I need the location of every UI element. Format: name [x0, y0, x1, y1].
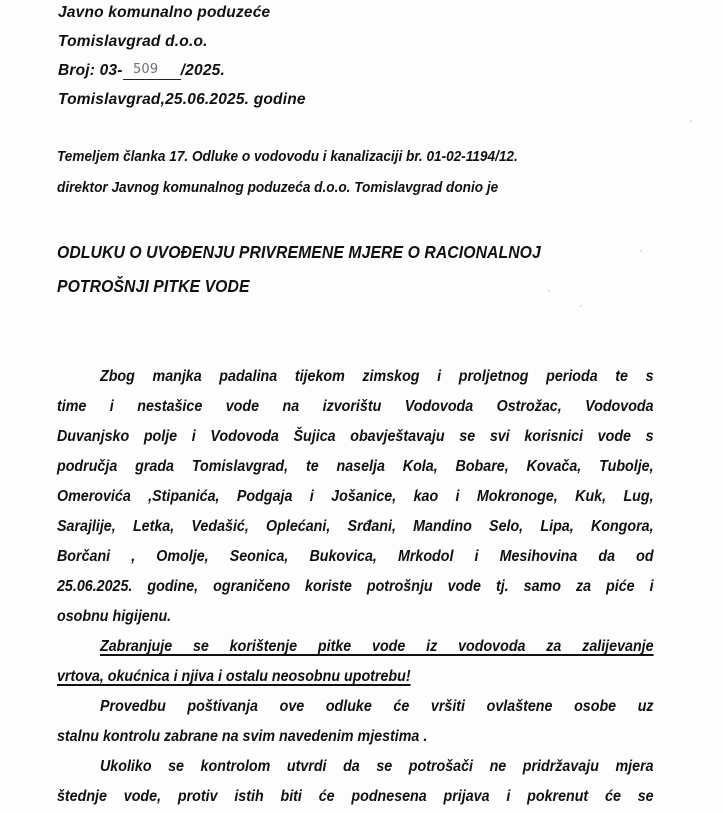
scan-speck — [640, 250, 642, 252]
preamble-line1: Temeljem članka 17. Odluke o vodovodu i kanalizaciji br. 01-02-1194/12. — [57, 149, 518, 165]
place-and-date: Tomislavgrad,25.06.2025. godine — [58, 91, 306, 108]
paragraph1-line: Zbog manjka padalina tijekom zimskog i proljetnog perioda te s — [100, 368, 654, 385]
reference-number — [58, 62, 225, 80]
scan-speck — [690, 120, 692, 122]
paragraph1-line: 25.06.2025. godine, ograničeno koriste potrošnju vode tj. samo za piće i — [57, 578, 654, 595]
paragraph1-line: područja grada Tomislavgrad, te naselja Kola, Bobare, Kovača, Tubolje, — [57, 458, 654, 475]
company-name-line1: Javno komunalno poduzeće — [58, 4, 271, 21]
reference-prefix: Broj: 03- — [58, 62, 123, 79]
company-name-line2: Tomislavgrad d.o.o. — [58, 33, 208, 50]
reference-suffix: /2025. — [180, 62, 225, 79]
reference-number-field — [123, 62, 181, 80]
prohibition-line1: Zabranjuje se korištenje pitke vode iz vodovoda za zalijevanje — [100, 638, 654, 655]
decision-title-line2: POTROŠNJI PITKE VODE — [57, 276, 250, 296]
paragraph1-line: Borčani , Omolje, Seonica, Bukovica, Mrkodol i Mesihovina da od — [57, 548, 654, 565]
scan-speck — [548, 290, 550, 292]
paragraph3-line: stalnu kontrolu zabrane na svim navedenim mjestima . — [57, 728, 428, 745]
paragraph1-line: Omerovića ,Stipanića, Podgaja i Jošanice, kao i Mokronoge, Kuk, Lug, — [57, 488, 654, 505]
handwritten-reference-number: 509 — [132, 62, 159, 77]
paragraph1-line: time i nestašice vode na izvorištu Vodovoda Ostrožac, Vodovoda — [57, 398, 654, 415]
paragraph4-line: štednje vode, protiv istih biti će podnesena prijava i pokrenut će se — [57, 788, 654, 805]
paragraph1-line: Sarajlije, Letka, Vedašić, Oplećani, Srđani, Mandino Selo, Lipa, Kongora, — [57, 518, 654, 535]
paragraph3-line: Provedbu poštivanja ove odluke će vršiti ovlaštene osobe uz — [100, 698, 654, 715]
scan-speck — [580, 305, 582, 307]
paragraph1-line: Duvanjsko polje i Vodovoda Šujica obavještavaju se svi korisnici vode s — [57, 428, 654, 445]
paragraph1-line: osobnu higijenu. — [57, 608, 172, 625]
preamble-line2: direktor Javnog komunalnog poduzeća d.o.o. Tomislavgrad donio je — [57, 180, 499, 196]
paragraph4-line: Ukoliko se kontrolom utvrdi da se potrošači ne pridržavaju mjera — [100, 758, 654, 775]
prohibition-line2: vrtova, okućnica i njiva i ostalu neosobnu upotrebu! — [57, 668, 411, 685]
decision-title-line1: ODLUKU O UVOĐENJU PRIVREMENE MJERE O RACIONALNOJ — [57, 242, 541, 262]
